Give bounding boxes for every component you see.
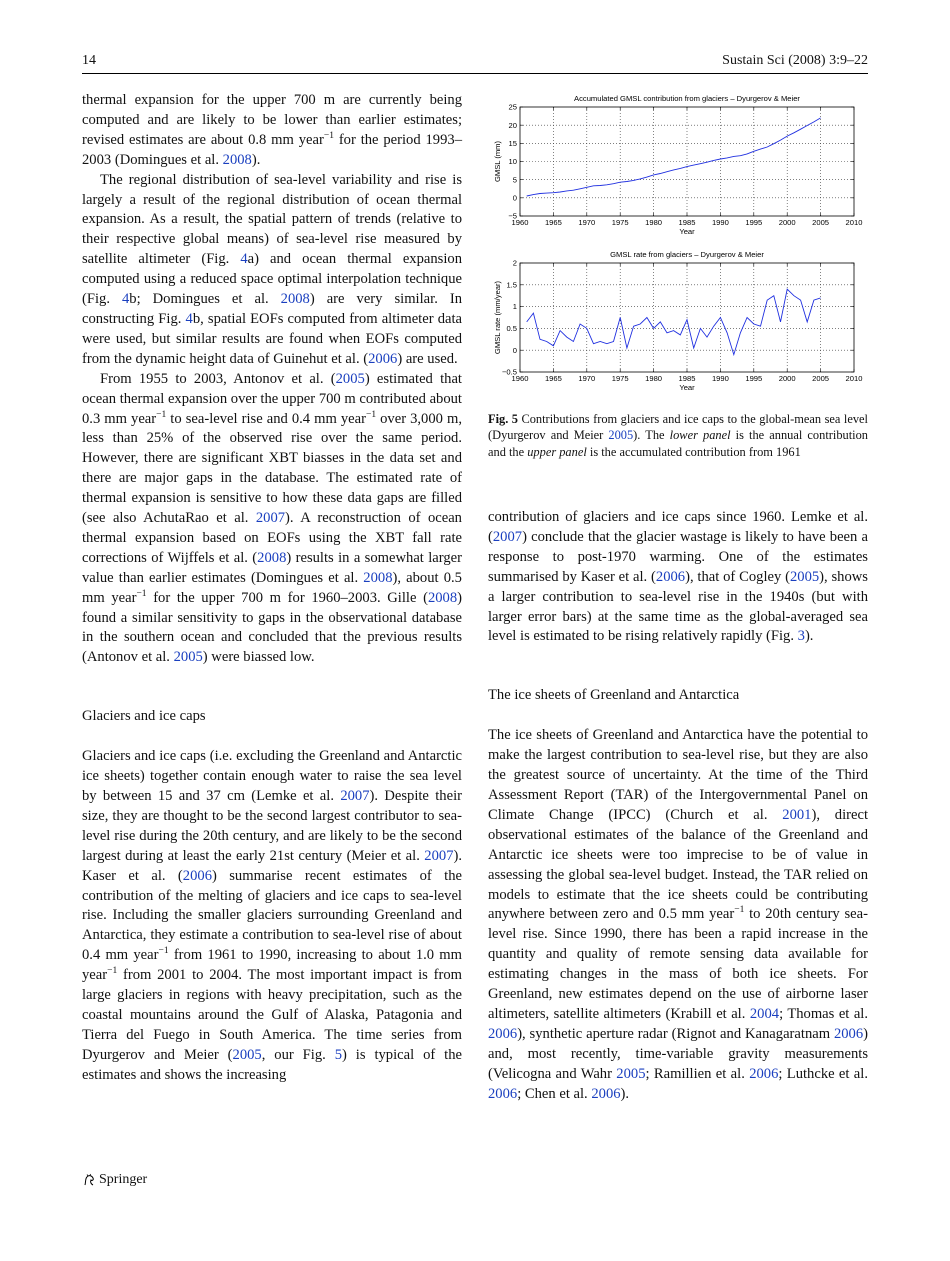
- lower-x-tick-label: 1960: [511, 374, 529, 383]
- lower-x-tick-label: 1980: [645, 374, 663, 383]
- lower-x-tick-label: 2010: [845, 374, 863, 383]
- header-rule: [82, 73, 868, 74]
- upper-x-tick-label: 2010: [845, 218, 863, 227]
- upper-x-tick-label: 1970: [578, 218, 596, 227]
- upper-x-tick-label: 1990: [711, 218, 729, 227]
- upper-y-axis-label: GMSL (mm): [493, 140, 502, 183]
- citation-link[interactable]: 2006: [749, 1065, 779, 1082]
- citation-link[interactable]: 2005: [335, 370, 365, 387]
- paragraph: Glaciers and ice caps (i.e. excluding the Greenland and Antarctic ice sheets) together contain enough water to raise the sea level by between 15 and 37 cm (Lemke et al. 2007). Despite their size, they are thought to be the second largest contributor to sea-level rise during the 20th century, and are likely to be the second largest during at least the early 21st century (Meier et al. 2007). Kaser et al. (2006) summarise recent estimates of the contribution of the melting of glaciers and ice caps to sea-level rise. Including the smaller glaciers surrounding Greenland and Antarctica, they estimate a contribution to sea-level rise of about 0.4 mm year$^{-1}$ from 1961 to 1990, increasing to about 1.0 mm year$^{-1}$ from 2001 to 2004. The most important impact is from large glaciers in regions with heavy precipitation, such as the coastal mountains around the Gulf of Alaska, Patagonia and Tierra del Fuego in South America. The time series from Dyurgerov and Meier (2005, our Fig. 5) is typical of the estimates and shows the increasing: [82, 748, 462, 1083]
- section-heading: Glaciers and ice caps: [82, 708, 206, 725]
- lower-series-line: [527, 289, 821, 354]
- paragraph: The ice sheets of Greenland and Antarctica have the potential to make the largest contribution to sea-level rise, but they are also the greatest source of uncertainty. At the time of the Third Assessment Report (TAR) of the Intergovernmental Panel on Climate Change (IPCC) (Church et al. 2001), direct observational estimates of the balance of the Greenland and Antarctic ice sheets were too imprecise to be of value in assessing the global sea-level budget. Instead, the TAR relied on models to estimate that the ice sheets could be contributing anywhere between zero and 0.5 mm year$^{-1}$ to 20th century sea-level rise. Since 1990, there has been a rapid increase in the quantity and quality of remote sensing data available for estimating changes in the mass of both ice sheets. For Greenland, new estimates depend on the use of airborne laser altimeters, satellite altimeters (Krabill et al. 2004; Thomas et al. 2006), synthetic aperture radar (Rignot and Kanagaratnam 2006) and, most recently, time-variable gravity measurements (Velicogna and Wahr 2005; Ramillien et al. 2006; Luthcke et al. 2006; Chen et al. 2006).: [488, 727, 869, 1102]
- journal-citation: Sustain Sci (2008) 3:9–22: [722, 53, 868, 68]
- citation-link[interactable]: 2008: [427, 589, 458, 606]
- upper-y-tick-label: 10: [508, 157, 517, 167]
- citation-link[interactable]: 2008: [280, 291, 310, 308]
- lower-chart-title: GMSL rate from glaciers – Dyurgerov & Meier: [610, 250, 764, 259]
- upper-x-tick-label: 1975: [611, 218, 629, 227]
- lower-x-tick-label: 1975: [611, 374, 629, 383]
- upper-x-tick-label: 2000: [778, 218, 796, 227]
- citation-link[interactable]: 2008: [257, 549, 287, 566]
- lower-x-tick-label: 1985: [678, 374, 696, 383]
- figure-caption: Fig. 5 Contributions from glaciers and ice caps to the global-mean sea level (Dyurgerov and Meier 2005). The lower panel is the annual contribution and the upper panel is the accumulated contribution from 1961: [488, 412, 868, 459]
- upper-y-tick-label: 20: [508, 120, 517, 130]
- figure-link[interactable]: 3: [797, 628, 805, 645]
- upper-y-tick-label: −5: [508, 211, 517, 221]
- citation-link[interactable]: 2008: [363, 569, 393, 586]
- lower-x-tick-label: 2000: [778, 374, 796, 383]
- section-heading: The ice sheets of Greenland and Antarctica: [488, 687, 740, 704]
- paragraph: The regional distribution of sea-level variability and rise is largely a result of the regional distribution of ocean thermal expansion. As a result, the spatial pattern of trends (relative to their respective global means) of sea-level rise measured by satellite altimeter (Fig. 4a) and ocean thermal expansion computed using a reduced space optimal interpolation technique (Fig. 4b; Domingues et al. 2008) are very similar. In constructing Fig. 4b, spatial EOFs computed from altimeter data were used, but similar results are found when EOFs computed from the dynamic height data of Guinehut et al. (2006) are used.: [82, 171, 463, 367]
- citation-link[interactable]: 2006: [833, 1025, 864, 1042]
- citation-link[interactable]: 2007: [424, 847, 454, 864]
- upper-chart-title: Accumulated GMSL contribution from glaciers – Dyurgerov & Meier: [574, 94, 800, 103]
- springer-horse-icon: [82, 1173, 96, 1187]
- lower-y-tick-label: 1.5: [506, 280, 517, 290]
- citation-link[interactable]: 2006: [182, 867, 212, 884]
- citation-link[interactable]: 2005: [608, 428, 634, 443]
- upper-x-tick-label: 1995: [745, 218, 763, 227]
- upper-x-axis-label: Year: [679, 227, 695, 236]
- figure-5: [488, 90, 868, 408]
- citation-link[interactable]: 2006: [591, 1085, 621, 1102]
- citation-link[interactable]: 2005: [789, 568, 820, 585]
- upper-y-tick-label: 25: [508, 102, 517, 112]
- citation-link[interactable]: 2006: [368, 350, 398, 367]
- upper-y-tick-label: 15: [508, 138, 517, 148]
- lower-y-tick-label: −0.5: [502, 367, 517, 377]
- page-number: 14: [82, 53, 96, 68]
- upper-y-tick-label: 0: [512, 193, 517, 203]
- citation-link[interactable]: 2007: [340, 788, 370, 804]
- citation-link[interactable]: 2005: [173, 649, 203, 666]
- paragraph: From 1955 to 2003, Antonov et al. (2005) estimated that ocean thermal expansion over the upper 700 m contributed about 0.3 mm year$^{-1}$ to sea-level rise and 0.4 mm year$^{-1}$ over 3,000 m, less than 25% of the observed rise over the same period. However, there are significant XBT biasses in the data set and there are major gaps in the database. The estimated rate of thermal expansion is sensitive to how these data gaps are filled (see also AchutaRao et al. 2007). A reconstruction of ocean thermal expansion based on EOFs using the XBT fall rate corrections of Wijffels et al. (2008) results in a somewhat larger value than earlier estimates (Domingues et al. 2008), about 0.5 mm year$^{-1}$ for the upper 700 m for 1960–2003. Gille (2008) found a similar sensitivity to gaps in the observational database in the southern ocean and concluded that the previous results (Antonov et al. 2005) were biassed low.: [82, 370, 462, 666]
- figure-5-charts: [488, 90, 868, 408]
- publisher-name: Springer: [99, 1172, 148, 1187]
- upper-y-tick-label: 5: [512, 175, 517, 185]
- citation-link[interactable]: 2008: [222, 151, 252, 168]
- right-column: [488, 508, 868, 1104]
- left-column: [82, 91, 462, 1086]
- lower-y-tick-label: 0: [512, 345, 517, 355]
- upper-x-tick-label: 1960: [511, 218, 529, 227]
- paragraph: contribution of glaciers and ice caps since 1960. Lemke et al. (2007) conclude that the glacier wastage is likely to have been a response to post-1970 warming. One of the estimates summarised by Kaser et al. (2006), that of Cogley (2005), shows a larger contribution to sea-level rise in the 1940s (but with larger error bars) at the same time as the global-averaged sea level is estimated to be rising relatively rapidly (Fig. 3).: [488, 509, 868, 645]
- paragraph: thermal expansion for the upper 700 m are currently being computed and are likely to be lower than earlier estimates; revised estimates are about 0.8 mm year$^{-1}$ for the period 1993–2003 (Domingues et al. 2008).: [82, 92, 462, 168]
- citation-link[interactable]: 2006: [488, 1085, 518, 1102]
- upper-x-tick-label: 1985: [678, 218, 696, 227]
- upper-x-tick-label: 1980: [645, 218, 663, 227]
- citation-link[interactable]: 2007: [255, 510, 286, 527]
- page-footer: [82, 1172, 147, 1188]
- lower-x-tick-label: 1995: [745, 374, 763, 383]
- upper-series-line: [527, 118, 821, 196]
- citation-link[interactable]: 2004: [749, 1005, 780, 1022]
- lower-x-tick-label: 2005: [812, 374, 830, 383]
- citation-link[interactable]: 2007: [492, 528, 523, 545]
- figure-link[interactable]: 4: [185, 310, 193, 327]
- lower-x-axis-label: Year: [679, 383, 695, 392]
- citation-link[interactable]: 2006: [655, 568, 686, 585]
- lower-y-tick-label: 0.5: [506, 324, 517, 333]
- lower-y-tick-label: 2: [512, 258, 517, 268]
- citation-link[interactable]: 2001: [782, 806, 812, 823]
- lower-x-tick-label: 1965: [544, 374, 562, 383]
- lower-x-tick-label: 1990: [711, 374, 729, 383]
- upper-x-tick-label: 1965: [544, 218, 562, 227]
- figure-link[interactable]: 4: [240, 251, 248, 268]
- lower-y-axis-label: GMSL rate (mm/year): [493, 280, 502, 355]
- figure-link[interactable]: 5: [334, 1046, 342, 1063]
- upper-x-tick-label: 2005: [812, 218, 830, 227]
- citation-link[interactable]: 2006: [488, 1025, 518, 1042]
- figure-link[interactable]: 4: [121, 291, 130, 308]
- lower-y-tick-label: 1: [512, 302, 517, 312]
- citation-link[interactable]: 2005: [616, 1065, 646, 1082]
- lower-x-tick-label: 1970: [578, 374, 596, 383]
- citation-link[interactable]: 2005: [232, 1046, 262, 1063]
